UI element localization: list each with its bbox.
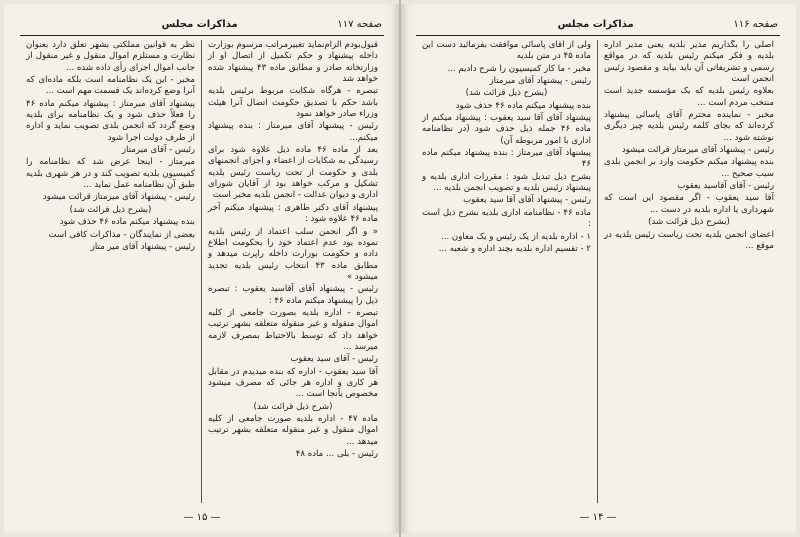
paragraph: اعضای انجمن بلدیه تحت ریاست رئیس بلدیه در موقع ...: [604, 229, 774, 251]
paragraph: رئیس - پیشنهاد آقای میر متاز: [90, 241, 195, 252]
paragraph: ماده ۴۶ - نظامنامه اداری بلدیه بشرح ذیل است :: [422, 207, 591, 230]
paragraph: بعلاوه رئیس بلدیه که یک مؤسسه جدید است منتخب مردم است ...: [604, 86, 774, 108]
paragraph: رئیس - آقای سید یعقوب: [290, 354, 378, 365]
page-header: [22, 16, 382, 32]
paragraph: بنده پیشنهاد میکنم ماده ۴۶ حذف شود: [455, 100, 591, 111]
page-footer: — ۱۴ —: [579, 512, 617, 523]
column-right: [598, 40, 780, 503]
paragraph: « و اگر انجمن سلب اعتماد از رئیس بلدیه نموده بود عدم اعتماد خود را بحکومت اطلاع داده و حکومت بوزارت داخله راپرت میدهد و مطابق ماده ۴۳ انتخاب رئیس بلدیه تجدید میشود »: [208, 226, 378, 282]
paragraph: رئیس - آقای میرمتاز: [121, 145, 195, 156]
paragraph: پیشنهاد آقای دکتر طاهری : پیشنهاد میکنم آخر ماده ۴۶ علاوه شود :: [208, 202, 378, 225]
paragraph: ماده ۴۷ - اداره بلدیه صورت جامعی از کلیه اموال منقول و غیر منقوله متعلقه بشهر ترتیب میدهد ...: [208, 414, 378, 447]
paragraph: پیشنهاد آقای آقا سید یعقوب : پیشنهاد میکنم از ماده ۴۶ جمله ذیل حذف شود (در نظامنامه اداری با امور مربوطه آن): [422, 113, 591, 146]
page-117: [4, 4, 400, 533]
paragraph: رئیس - پیشنهاد آقای میرمتاز قرائت میشود: [42, 192, 195, 203]
page-number: صفحه ۱۱۷: [337, 18, 382, 30]
paragraph: رئیس - پیشنهاد آقای میرمتاز : بنده پیشنهاد میکنم...: [208, 121, 378, 143]
paragraph: آقا سید یعقوب - اداره که بنده میدیدم در مقابل هر کاری و اداره هر جائی که مصرف میشود مخصوص بآنجا است ...: [208, 366, 378, 400]
book-fold: [399, 0, 401, 537]
paragraph: ۲ - تقسیم اداره بلدیه بچند اداره و شعبه ...: [438, 243, 591, 254]
paragraph: اصلی را بگذاریم مدیر بلدیه یعنی مدیر اداره بلدیه و فکر میکنم رئیس بلدیه که در مواقع رسمی و تشریفاتی آن باید بیاید و مقصود رئیس انجمن است: [604, 40, 774, 85]
paragraph: بشرح ذیل تبدیل شود : مقررات اداری بلدیه و پیشنهاد رئیس بلدیه و تصویب انجمن بلدیه ...: [422, 171, 591, 194]
running-title: مذاکرات مجلس: [161, 18, 238, 30]
header-rule: [20, 35, 384, 36]
paragraph: ۱ - اداره بلدیه از یک رئیس و یک معاون ...: [440, 231, 591, 242]
paragraph: آقا سید یعقوب - اگر مقصود این است که شهرداری یا اداره بلدیه در دست ...: [604, 193, 774, 215]
paragraph: تبصره - اداره بلدیه بصورت جامعی از کلیه اموال منقوله و غیر منقوله متعلقه بشهر ترتیب خواهد داد که توسط بالاحتیاط بمصرف لازمه میرسد ...: [208, 307, 378, 352]
paragraph: رئیس - پیشنهاد آقای آقاسید یعقوب : تبصره ذیل را پیشنهاد میکنم ماده ۴۶ :: [208, 284, 378, 306]
column-left: [416, 40, 598, 503]
paragraph: رئیس - آقای آقاسید یعقوب: [677, 181, 774, 192]
paragraph: (بشرح ذیل قرائت شد): [465, 88, 548, 99]
page-116: [400, 4, 796, 533]
paragraph: رئیس - پیشنهاد آقای میرمتاز قرائت میشود: [621, 145, 774, 156]
paragraph: بنده پیشنهاد میکنم ماده ۴۶ حذف شود: [59, 217, 195, 228]
paragraph: پیشنهاد آقای میرمتاز : پیشنهاد میکنم ماده ۴۶ را فعلاً حذف شود و یک نظامنامه برای بلدیه وضع گردد که انجمن بلدی تصویب نماید و اداره از طرف دولت اجرا شود: [26, 98, 195, 143]
paragraph: رئیس - بلی ... ماده ۴۸: [295, 449, 378, 460]
running-title: مذاکرات مجلس: [557, 18, 634, 30]
paragraph: مخبر - نماینده محترم آقای پاسائی پیشنهاد کرده‌اند که بجای کلمه رئیس بلدیه چیز دیگری نوشته شود ...: [604, 110, 774, 143]
text-columns: [416, 40, 780, 503]
paragraph: رئیس - پیشنهاد آقای آقا سید یعقوب: [463, 195, 591, 206]
paragraph: نظر به قوانین مملکتی بشهر تعلق دارد بعنوان نظارت و مستلزم اموال منقول و غیر منقول از جانب اموال اجرای رأی داده شده ...: [26, 40, 195, 73]
paragraph: بنده پیشنهاد میکنم حکومت وارد بر انجمن بلدی سبب صحیح ...: [604, 157, 774, 179]
page-number: صفحه ۱۱۶: [733, 18, 778, 30]
paragraph: (شرح ذیل قرائت شد): [253, 401, 333, 412]
paragraph: ولی از آقای پاسائی موافقت بفرمائید دست این ماده ۴۵ در متن بلدیه: [422, 40, 591, 62]
paragraph: (بشرح ذیل قرائت شد): [648, 217, 730, 228]
paragraph: رئیس - پیشنهاد آقای میرمتاز: [489, 76, 591, 87]
column-left: [20, 40, 202, 503]
paragraph: مخبر - این یک نظامنامه است بلکه ماده‌ای که آنرا وضع کرده‌اند یک قسمت مهم است ...: [26, 75, 195, 97]
paragraph: میرمتاز - اینجا عرض شد که نظامنامه را کمیسیون بلدیه تصویب کند و در هر شهری بلدیه طبق آن نظامنامه عمل نماید ...: [26, 157, 195, 191]
column-right: [202, 40, 384, 503]
page-header: [418, 16, 778, 32]
paragraph: مخبر - ما کار کمیسیون را شرح دادیم ...: [447, 63, 591, 74]
paragraph: قبول‌بودم الزام‌نماید تغییرمراتب مرسوم بوزارت داخله پیشنهاد و حکم تکمیل از اتصال او از وزارتخانه صادر و مطابق ماده ۴۳ پیشنهاد شده خواهد شد: [208, 40, 378, 85]
paragraph: تبصره - هرگاه شکایت مربوط برئیس بلدیه باشد حکم با تصدیق حکومت اتصال آنرا هیئت وزراء صادر خواهد نمود: [208, 86, 378, 120]
paragraph: (بشرح ذیل قرائت شد): [69, 204, 152, 215]
paragraph: بعد از ماده ۴۶ ماده ذیل علاوه شود برای رسیدگی به شکایات از اعضاء و اجزای انجمنهای بلدی و حکومت از تحت ریاست رئیس بلدیه تشکیل و مرکب خواهد بود از آقایان شورای اداری و دیوان عدالت - انجمن بلدیه مخیر است: [208, 145, 378, 201]
paragraph: پیشنهاد آقای میرمتاز : بنده پیشنهاد میکنم ماده ۴۶: [422, 148, 591, 170]
paragraph: بعضی از نمایندگان - مذاکرات کافی است: [48, 229, 195, 240]
page-footer: — ۱۵ —: [183, 512, 221, 523]
header-rule: [416, 35, 780, 36]
text-columns: [20, 40, 384, 503]
